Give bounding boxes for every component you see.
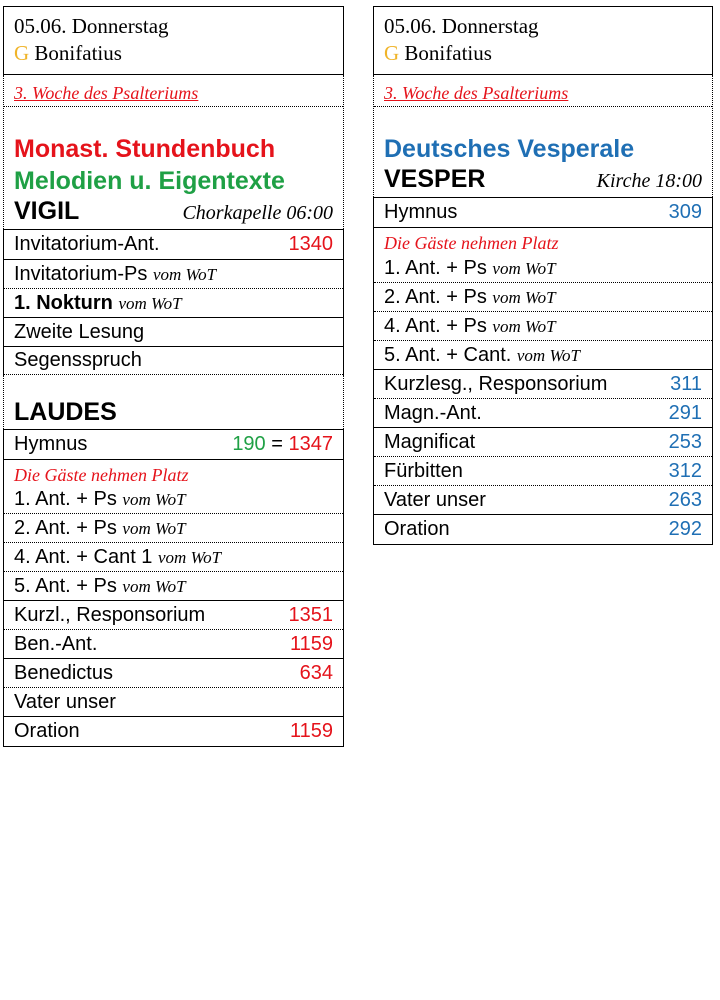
row-number: 1159: [289, 632, 333, 655]
row-label: Hymnus: [14, 433, 88, 455]
date: 05.06. Donnerstag: [14, 14, 169, 38]
row-note: vom WoT: [492, 258, 556, 278]
row-label: Hymnus: [384, 201, 458, 223]
row-number: 291: [668, 401, 702, 424]
row-vater-unser: [374, 485, 712, 514]
saint-letter: G: [14, 41, 30, 65]
row-note: vom WoT: [158, 547, 222, 567]
row-number: 1159: [289, 720, 333, 742]
psalter-week: 3. Woche des Psalteriums: [374, 75, 712, 107]
row-label: Kurzl., Responsorium: [14, 603, 206, 626]
row-kurzl: [4, 600, 343, 629]
row-ant5: [374, 340, 712, 369]
psalter-week: 3. Woche des Psalteriums: [4, 75, 343, 107]
row-magn-ant: [374, 398, 712, 427]
vigil-header: [4, 197, 343, 229]
vesper-heading: VESPER: [384, 165, 486, 193]
row-note: vom WoT: [122, 518, 186, 538]
row-gaeste: [4, 459, 343, 486]
row-label: 1. Nokturn: [14, 291, 113, 314]
date: 05.06. Donnerstag: [384, 14, 539, 38]
row-label: Magn.-Ant.: [384, 401, 482, 424]
vesper-table: [373, 197, 713, 545]
vesper-header: [374, 165, 712, 197]
laudes-header: [3, 375, 344, 429]
saint-name: Bonifatius: [34, 41, 122, 65]
row-ant4: [374, 311, 712, 340]
row-note: vom WoT: [118, 293, 182, 313]
vigil-heading: VIGIL: [14, 197, 80, 225]
row-label: Magnificat: [384, 430, 476, 453]
row-number: 1340: [288, 233, 333, 255]
row-fuerbitten: [374, 456, 712, 485]
date-box: [3, 6, 344, 75]
laudes-table: [3, 429, 344, 747]
row-hymnus: [4, 430, 343, 459]
row-number: 292: [668, 518, 702, 540]
row-label: Vater unser: [14, 690, 116, 713]
hymnus-number-2: 1347: [288, 433, 333, 455]
row-label: Kurzlesg., Responsorium: [384, 372, 608, 395]
header-section: [373, 75, 713, 197]
row-label: Invitatorium-Ps: [14, 262, 148, 285]
laudes-heading: LAUDES: [14, 398, 117, 426]
row-number: 311: [670, 372, 702, 395]
saint-line: [384, 40, 702, 67]
row-nokturn: [4, 288, 343, 317]
row-label: 2. Ant. + Ps: [14, 516, 117, 539]
row-oration: [374, 514, 712, 544]
date-box: [373, 6, 713, 75]
row-number: 634: [299, 661, 333, 684]
row-kurzlesg: [374, 369, 712, 398]
row-label: 4. Ant. + Cant 1: [14, 545, 153, 568]
row-ant2: [374, 282, 712, 311]
header-section: [3, 75, 344, 229]
row-invitatorium-ps: [4, 259, 343, 288]
row-segensspruch: [4, 346, 343, 375]
saint-line: [14, 40, 333, 67]
row-note: vom WoT: [516, 345, 581, 365]
book-title: Deutsches Vesperale: [384, 135, 635, 163]
row-label: Segensspruch: [14, 349, 142, 371]
row-vater-unser: [4, 687, 343, 716]
hymnus-number-1: 190: [232, 433, 266, 455]
spacer: [374, 107, 712, 133]
row-label: Fürbitten: [384, 459, 463, 482]
row-label: 1. Ant. + Ps: [384, 256, 487, 279]
saint-letter: G: [384, 41, 400, 65]
row-label: Invitatorium-Ant.: [14, 233, 160, 255]
row-ant5: [4, 571, 343, 600]
row-number: 309: [668, 201, 702, 223]
row-label: Ben.-Ant.: [14, 632, 98, 655]
row-hymnus: [374, 198, 712, 227]
row-ant1: [374, 254, 712, 282]
row-label: 1. Ant. + Ps: [14, 488, 117, 510]
row-number: 1351: [288, 603, 333, 626]
row-label: 5. Ant. + Ps: [14, 574, 117, 597]
vesper-place: Kirche 18:00: [596, 170, 702, 192]
row-note: vom WoT: [492, 316, 556, 336]
row-number: 312: [668, 459, 702, 482]
row-note: vom WoT: [122, 490, 186, 509]
row-label: Benedictus: [14, 661, 113, 684]
row-label: 4. Ant. + Ps: [384, 314, 487, 337]
row-ant4: [4, 542, 343, 571]
row-note: vom WoT: [492, 287, 556, 307]
vigil-table: [3, 229, 344, 375]
row-label: 2. Ant. + Ps: [384, 285, 487, 308]
row-benedictus: [4, 658, 343, 687]
row-label: Oration: [384, 518, 450, 540]
row-number: 253: [668, 430, 702, 453]
row-oration: [4, 716, 343, 746]
left-column: [3, 6, 344, 747]
vigil-place: Chorkapelle 06:00: [182, 202, 333, 224]
row-ben-ant: [4, 629, 343, 658]
row-label: Zweite Lesung: [14, 320, 145, 343]
row-number: 263: [668, 488, 702, 511]
equals-sign: =: [271, 433, 283, 455]
right-column: [373, 6, 713, 545]
row-ant1: [4, 486, 343, 513]
book-title: Monast. Stundenbuch: [14, 135, 276, 163]
row-label: 5. Ant. + Cant.: [384, 343, 512, 366]
row-note: vom WoT: [122, 576, 186, 596]
row-label: Die Gäste nehmen Platz: [14, 465, 189, 485]
row-zweite-lesung: [4, 317, 343, 346]
row-label: Die Gäste nehmen Platz: [384, 233, 559, 253]
row-gaeste: [374, 227, 712, 254]
spacer: [4, 107, 343, 133]
row-label: Vater unser: [384, 488, 486, 511]
book-subtitle: Melodien u. Eigentexte: [14, 167, 285, 195]
saint-name: Bonifatius: [404, 41, 492, 65]
row-magnificat: [374, 427, 712, 456]
row-invitatorium-ant: [4, 230, 343, 259]
row-ant2: [4, 513, 343, 542]
row-note: vom WoT: [152, 264, 217, 284]
row-label: Oration: [14, 720, 80, 742]
